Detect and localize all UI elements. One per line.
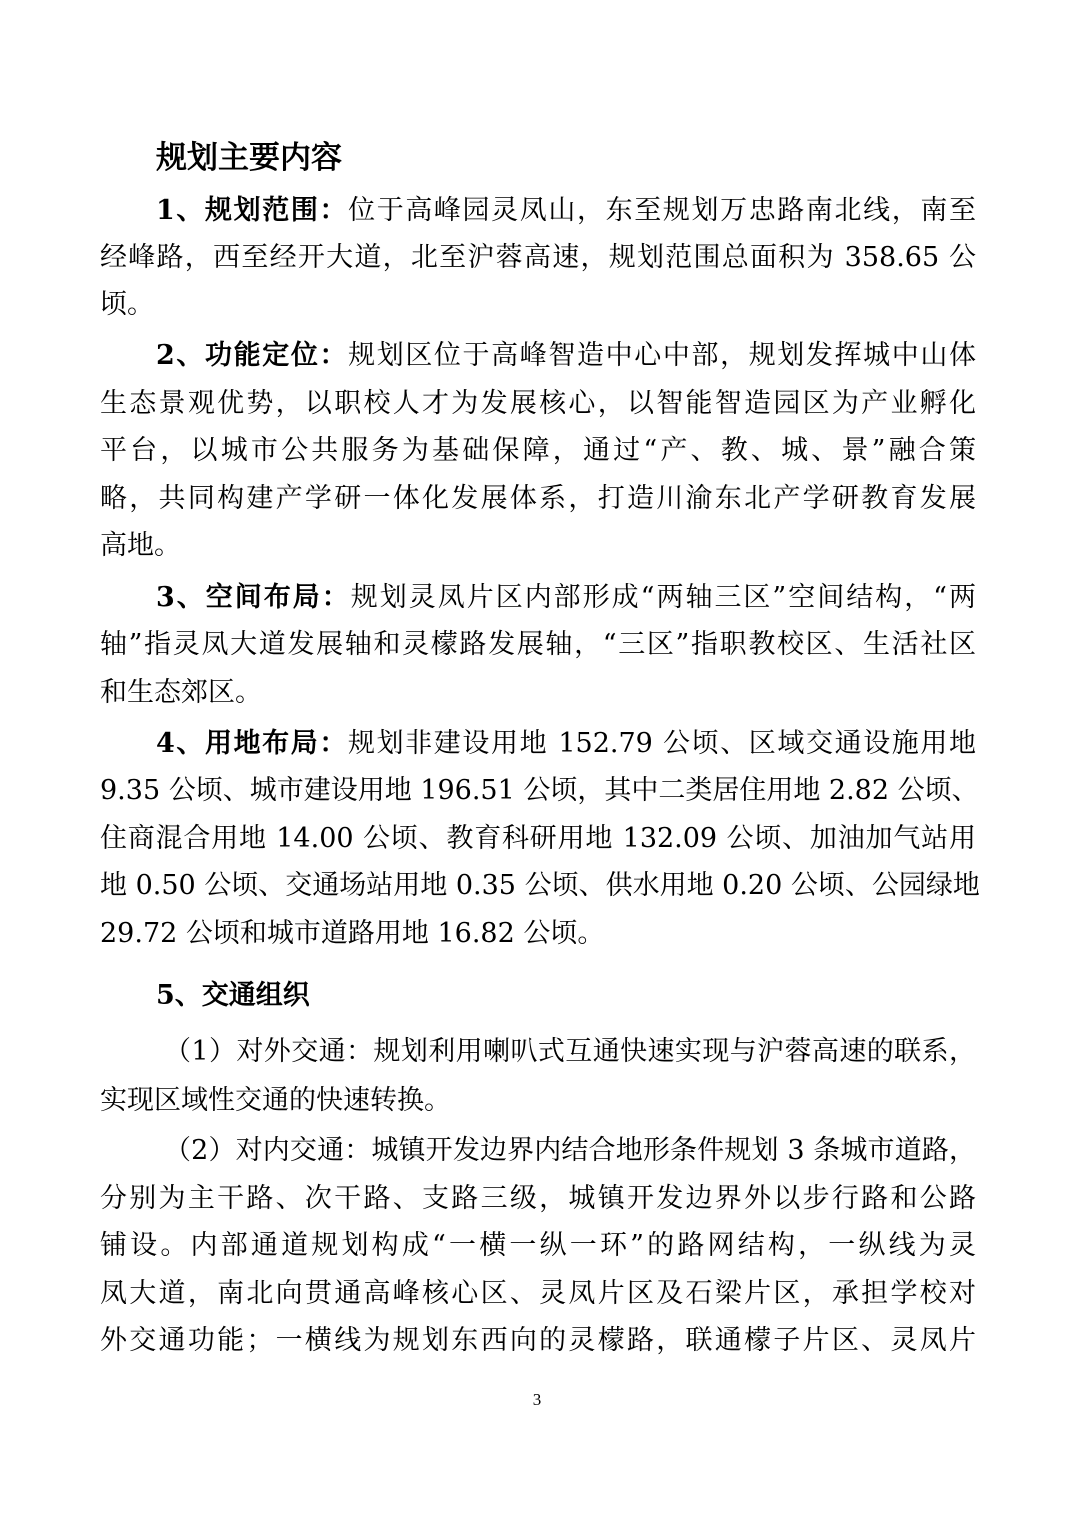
section-heading: 规划主要内容 [156,140,342,176]
section2-line3: 平台，以城市公共服务为基础保障，通过“产、教、城、景”融合策 [100,435,976,466]
section2-line2: 生态景观优势，以职校人才为发展核心，以智能智造园区为产业孵化 [100,388,976,419]
section3-line1 [156,580,976,616]
section5-label: 5、交通组织 [156,980,310,1011]
section3-text1: 规划灵凤片区内部形成“两轴三区”空间结构，“两 [350,582,976,613]
section1-text1: 位于高峰园灵凤山，东至规划万忠路南北线，南至 [348,195,976,226]
section1-label: 1、规划范围： [156,195,349,226]
section5-sub2-line5: 外交通功能；一横线为规划东西向的灵檬路，联通檬子片区、灵凤片 [100,1325,976,1356]
section5-sub2-line4: 凤大道，南北向贯通高峰核心区、灵凤片区及石梁片区，承担学校对 [100,1278,976,1309]
section5-sub2-line2: 分别为主干路、次干路、支路三级，城镇开发边界外以步行路和公路 [100,1183,976,1214]
section2-line1 [156,338,976,374]
section4-line5: 29.72 公顷和城市道路用地 16.82 公顷。 [100,918,605,949]
section3-line2: 轴”指灵凤大道发展轴和灵檬路发展轴，“三区”指职教校区、生活社区 [100,629,976,660]
section4-line2: 9.35 公顷、城市建设用地 196.51 公顷，其中二类居住用地 2.82 公顷、 [100,775,979,806]
section4-text1: 规划非建设用地 152.79 公顷、区域交通设施用地 [347,728,976,759]
section4-line3: 住商混合用地 14.00 公顷、教育科研用地 132.09 公顷、加油加气站用 [100,823,976,854]
section1-line2: 经峰路，西至经开大道，北至沪蓉高速，规划范围总面积为 358.65 公 [100,242,976,273]
section5-sub2-line1: （2）对内交通：城镇开发边界内结合地形条件规划 3 条城市道路， [164,1135,976,1166]
section4-line4: 地 0.50 公顷、交通场站用地 0.35 公顷、供水用地 0.20 公顷、公园绿地 [100,870,980,901]
section3-line3: 和生态郊区。 [100,677,262,708]
section2-text1: 规划区位于高峰智造中心中部，规划发挥城中山体 [348,340,976,371]
section4-label: 4、用地布局： [156,728,348,759]
section2-line4: 略，共同构建产学研一体化发展体系，打造川渝东北产学研教育发展 [100,483,976,514]
section1-line3: 顷。 [100,289,154,320]
section4-line1 [156,726,976,762]
section2-line5: 高地。 [100,530,181,561]
page-number: 3 [532,1390,542,1409]
section2-label: 2、功能定位： [156,340,349,371]
section5-heading [156,978,976,1014]
section5-sub2-line3: 铺设。内部通道规划构成“一横一纵一环”的路网结构，一纵线为灵 [100,1230,976,1261]
section5-sub1-line2: 实现区域性交通的快速转换。 [100,1085,451,1116]
section5-sub1-line1: （1）对外交通：规划利用喇叭式互通快速实现与沪蓉高速的联系， [164,1036,976,1067]
section3-label: 3、空间布局： [156,582,351,613]
section1-line1 [156,193,976,229]
